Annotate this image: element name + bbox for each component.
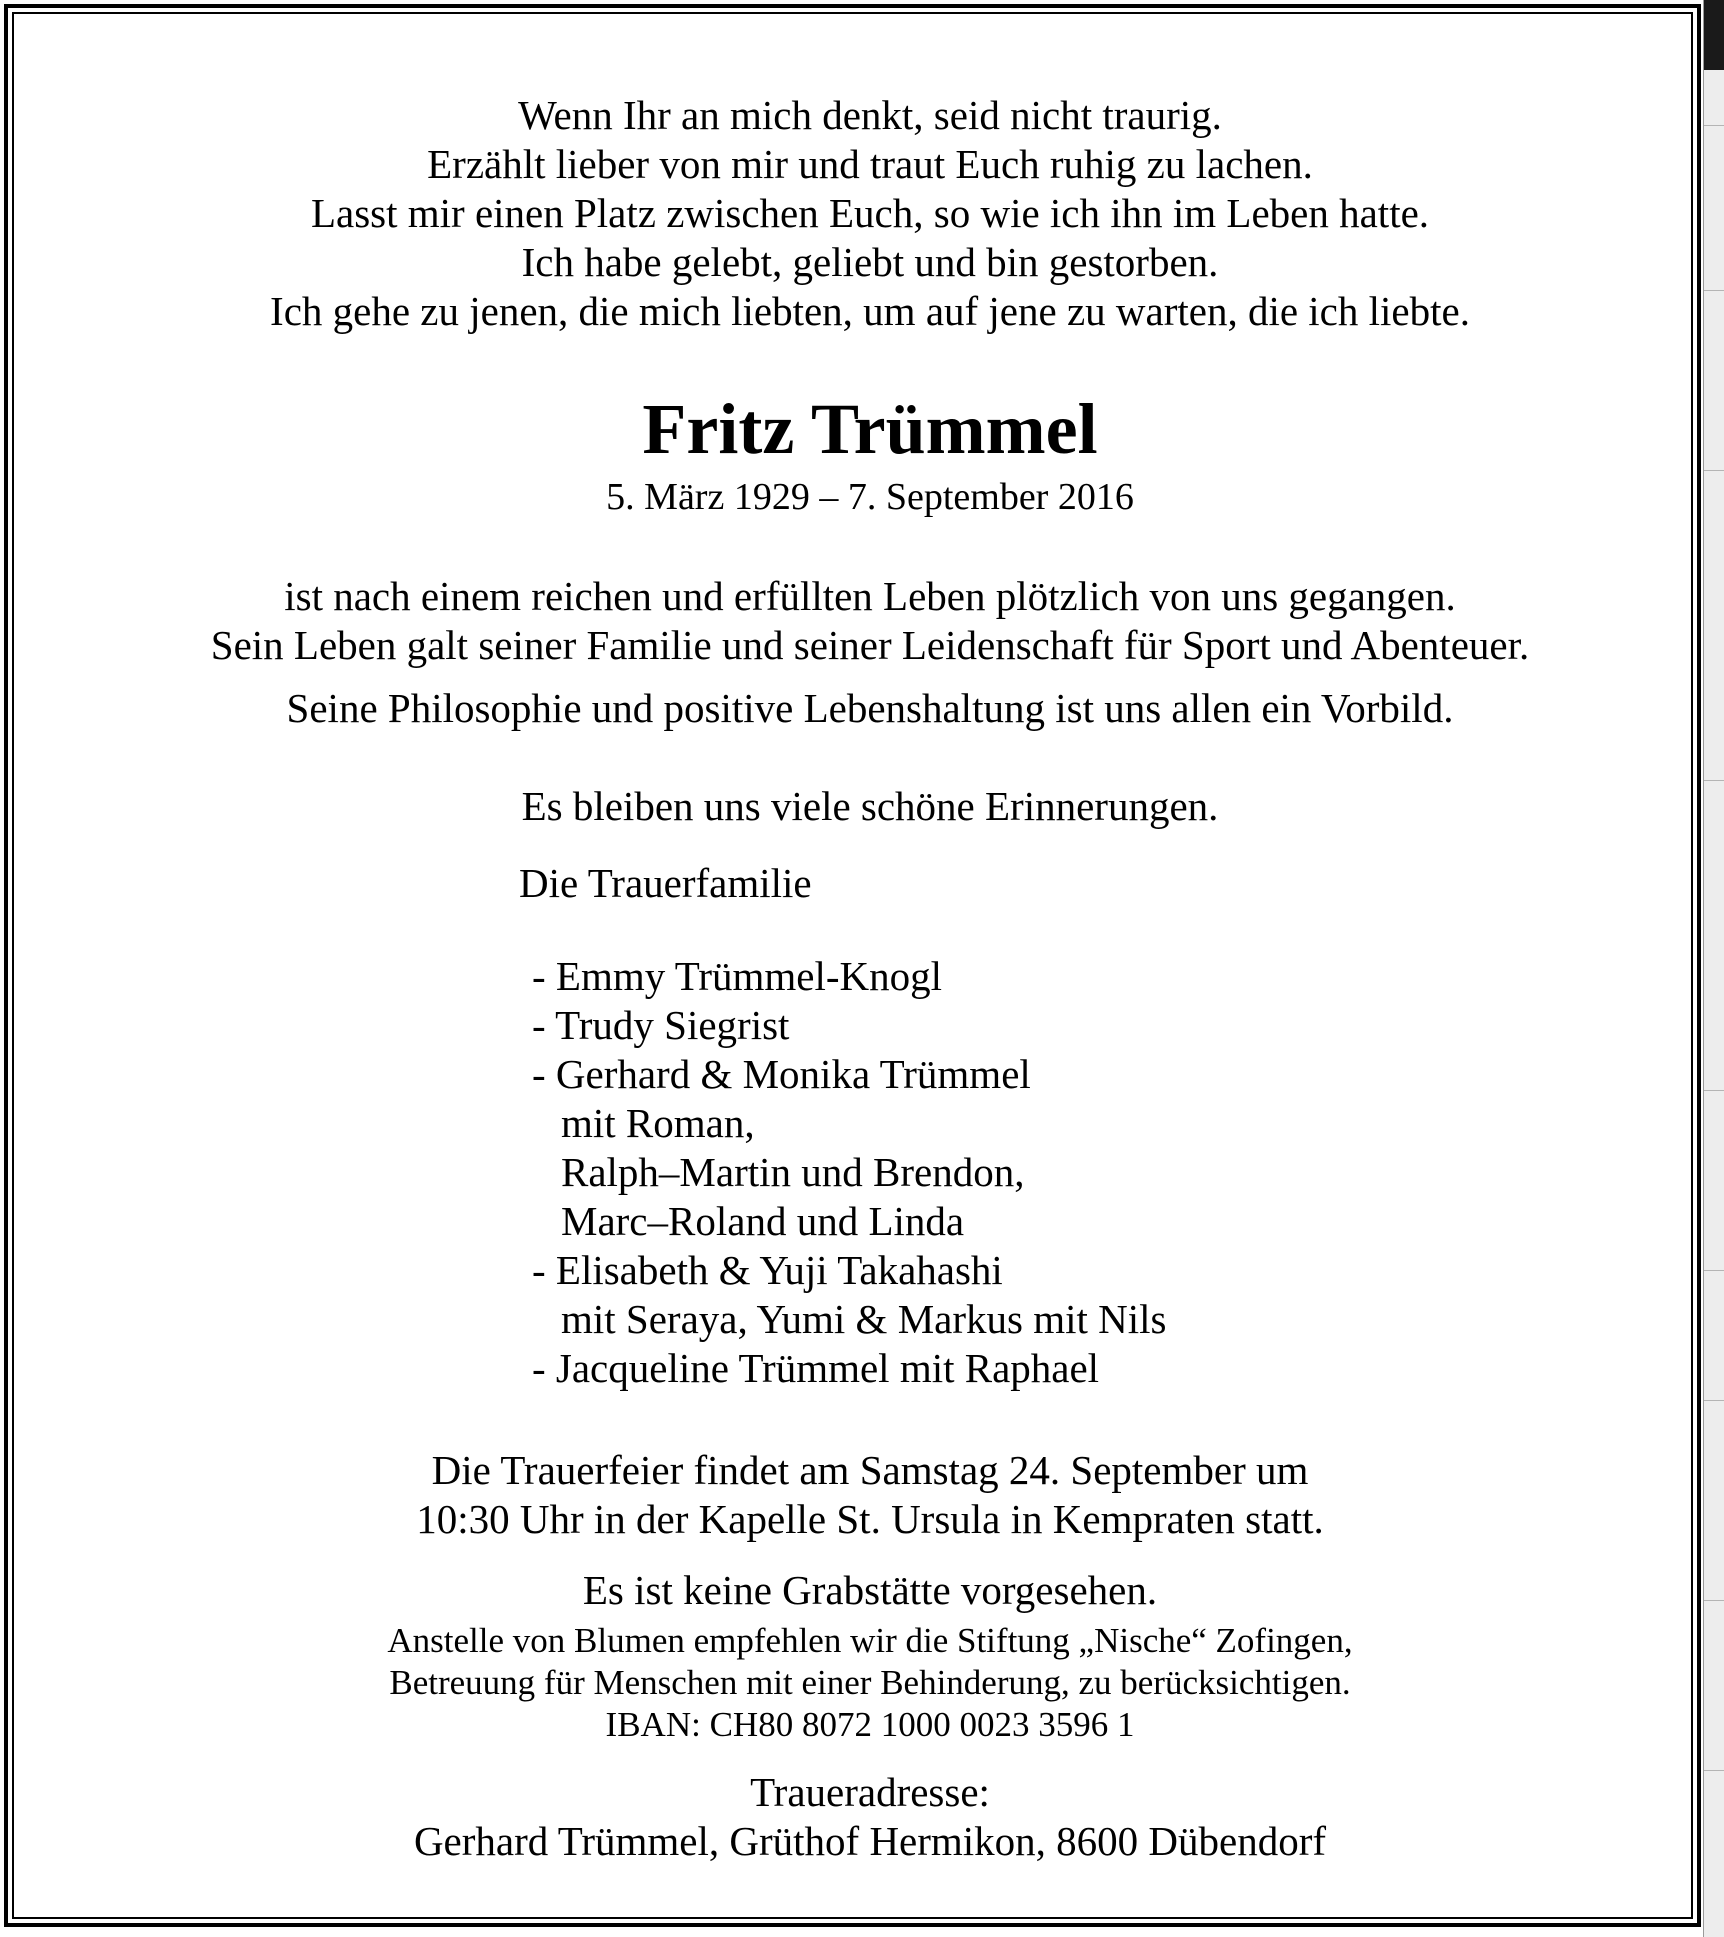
family-member: Ralph–Martin und Brendon,: [561, 1149, 1025, 1195]
family-member: mit Roman,: [561, 1100, 755, 1146]
deceased-dates: 5. März 1929 – 7. September 2016: [606, 476, 1134, 518]
poem-line: Wenn Ihr an mich denkt, seid nicht traurig.: [518, 92, 1222, 138]
address-label: Traueradresse:: [750, 1769, 990, 1815]
announcement-line: ist nach einem reichen und erfüllten Leben plötzlich von uns gegangen.: [284, 573, 1456, 619]
family-heading: Die Trauerfamilie: [519, 860, 812, 906]
memories-line: Es bleiben uns viele schöne Erinnerungen.: [521, 783, 1219, 829]
ceremony-line: 10:30 Uhr in der Kapelle St. Ursula in Kempraten statt.: [416, 1496, 1324, 1542]
announcement-line: Seine Philosophie und positive Lebenshaltung ist uns allen ein Vorbild.: [286, 685, 1454, 731]
family-member: - Jacqueline Trümmel mit Raphael: [532, 1345, 1100, 1391]
family-member: mit Seraya, Yumi & Markus mit Nils: [561, 1296, 1167, 1342]
ceremony-line: Die Trauerfeier findet am Samstag 24. September um: [431, 1447, 1309, 1493]
family-member: - Elisabeth & Yuji Takahashi: [532, 1247, 1003, 1293]
poem-line: Ich gehe zu jenen, die mich liebten, um auf jene zu warten, die ich liebte.: [270, 288, 1470, 334]
poem-line: Erzählt lieber von mir und traut Euch ruhig zu lachen.: [427, 141, 1313, 187]
poem-line: Lasst mir einen Platz zwischen Euch, so wie ich ihn im Leben hatte.: [310, 190, 1430, 236]
family-member: - Emmy Trümmel-Knogl: [532, 953, 943, 999]
announcement-line: Sein Leben galt seiner Familie und seiner Leidenschaft für Sport und Abenteuer.: [210, 622, 1530, 668]
family-member: - Trudy Siegrist: [532, 1002, 790, 1048]
deceased-name: Fritz Trümmel: [642, 389, 1098, 469]
address-value: Gerhard Trümmel, Grüthof Hermikon, 8600 Dübendorf: [413, 1818, 1327, 1864]
donation-line: Anstelle von Blumen empfehlen wir die Stiftung „Nische“ Zofingen,: [387, 1621, 1353, 1660]
donation-line: Betreuung für Menschen mit einer Behinderung, zu berücksichtigen.: [389, 1663, 1351, 1702]
iban-line: IBAN: CH80 8072 1000 0023 3596 1: [605, 1705, 1135, 1744]
grave-note: Es ist keine Grabstätte vorgesehen.: [582, 1567, 1158, 1613]
family-member: Marc–Roland und Linda: [561, 1198, 965, 1244]
poem-line: Ich habe gelebt, geliebt und bin gestorben.: [521, 239, 1219, 285]
family-member: - Gerhard & Monika Trümmel: [532, 1051, 1031, 1097]
